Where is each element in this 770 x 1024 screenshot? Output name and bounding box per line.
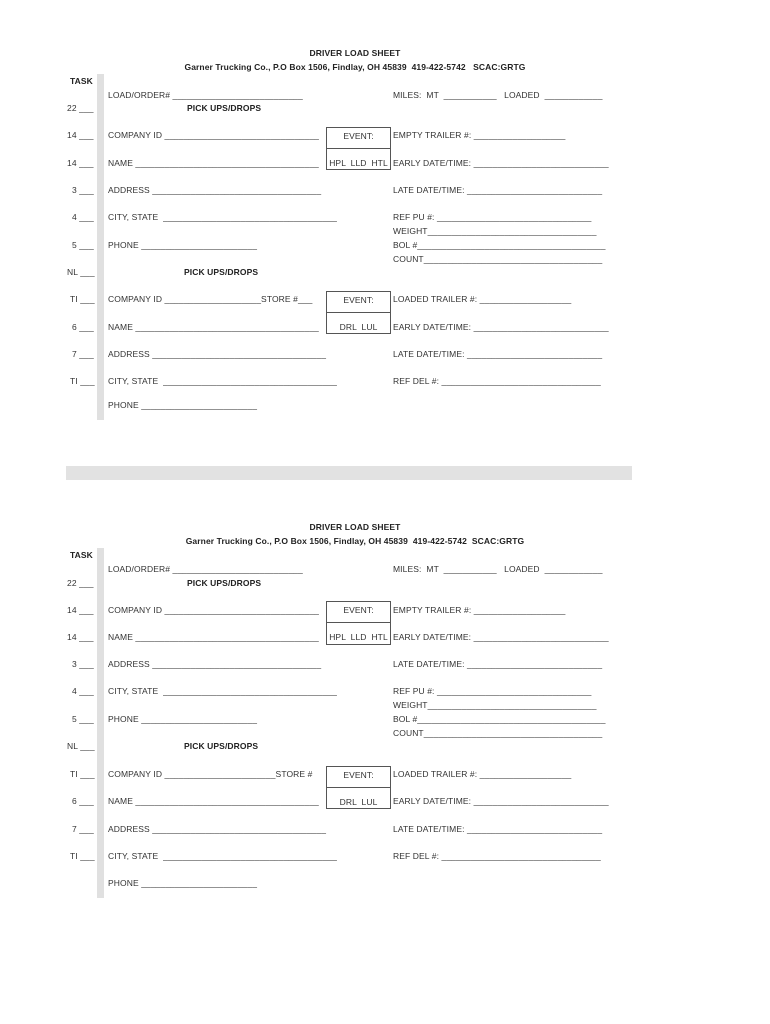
section-heading-pickups: PICK UPS/DROPS — [184, 741, 259, 751]
company-id-store-field[interactable]: COMPANY ID _______________________STORE # — [108, 769, 313, 779]
loaded-trailer-field[interactable]: LOADED TRAILER #: ___________________ — [393, 294, 572, 304]
event-codes: DRL LUL — [339, 797, 378, 807]
phone-field[interactable]: PHONE ________________________ — [108, 878, 258, 888]
count-field[interactable]: COUNT_____________________________________ — [393, 728, 603, 738]
task-header: TASK — [70, 550, 93, 560]
city-state-field[interactable]: CITY, STATE ____________________________________ — [108, 851, 337, 861]
ref-pu-field[interactable]: REF PU #: ________________________________ — [393, 212, 592, 222]
load-sheet-2 — [0, 474, 770, 914]
loaded-trailer-field[interactable]: LOADED TRAILER #: ___________________ — [393, 769, 572, 779]
city-state-field[interactable]: CITY, STATE ____________________________________ — [108, 212, 337, 222]
task-code[interactable]: 5 ___ — [72, 714, 94, 724]
ref-del-field[interactable]: REF DEL #: _________________________________ — [393, 851, 601, 861]
task-code[interactable]: 22 ___ — [67, 103, 94, 113]
task-code[interactable]: 3 ___ — [72, 185, 94, 195]
phone-field[interactable]: PHONE ________________________ — [108, 240, 258, 250]
task-column-bar — [97, 548, 104, 898]
name-field[interactable]: NAME ______________________________________ — [108, 796, 319, 806]
task-code[interactable]: NL ___ — [67, 741, 95, 751]
task-code[interactable]: NL ___ — [67, 267, 95, 277]
late-datetime-field[interactable]: LATE DATE/TIME: ____________________________ — [393, 824, 603, 834]
address-field[interactable]: ADDRESS ___________________________________ — [108, 185, 322, 195]
section-heading-pickups: PICK UPS/DROPS — [187, 578, 262, 588]
task-code[interactable]: 4 ___ — [72, 686, 94, 696]
empty-trailer-field[interactable]: EMPTY TRAILER #: ___________________ — [393, 605, 566, 615]
ref-del-field[interactable]: REF DEL #: _________________________________ — [393, 376, 601, 386]
section-heading-pickups: PICK UPS/DROPS — [187, 103, 262, 113]
event-codes: HPL LLD HTL — [329, 632, 388, 642]
name-field[interactable]: NAME ______________________________________ — [108, 322, 319, 332]
miles-field[interactable]: MILES: MT ___________ LOADED ____________ — [393, 564, 603, 574]
event-box-divider — [326, 148, 391, 149]
load-order-field[interactable]: LOAD/ORDER# ___________________________ — [108, 90, 303, 100]
task-code[interactable]: 7 ___ — [72, 824, 94, 834]
bol-field[interactable]: BOL #_______________________________________ — [393, 240, 606, 250]
task-header: TASK — [70, 76, 93, 86]
address-field[interactable]: ADDRESS ____________________________________ — [108, 824, 327, 834]
weight-field[interactable]: WEIGHT___________________________________ — [393, 226, 597, 236]
task-code[interactable]: TI ___ — [70, 294, 95, 304]
sheet-title: DRIVER LOAD SHEET — [309, 522, 401, 532]
task-code[interactable]: TI ___ — [70, 769, 95, 779]
company-id-field[interactable]: COMPANY ID ________________________________ — [108, 605, 319, 615]
load-order-field[interactable]: LOAD/ORDER# ___________________________ — [108, 564, 303, 574]
company-id-store-field[interactable]: COMPANY ID ____________________STORE #___ — [108, 294, 313, 304]
event-codes: HPL LLD HTL — [329, 158, 388, 168]
weight-field[interactable]: WEIGHT___________________________________ — [393, 700, 597, 710]
phone-field[interactable]: PHONE ________________________ — [108, 400, 258, 410]
late-datetime-field[interactable]: LATE DATE/TIME: ____________________________ — [393, 185, 603, 195]
event-box-divider — [326, 312, 391, 313]
event-label: EVENT: — [343, 770, 374, 780]
task-code[interactable]: 3 ___ — [72, 659, 94, 669]
event-label: EVENT: — [343, 295, 374, 305]
early-datetime-field[interactable]: EARLY DATE/TIME: ____________________________ — [393, 322, 609, 332]
city-state-field[interactable]: CITY, STATE ____________________________________ — [108, 376, 337, 386]
task-code[interactable]: TI ___ — [70, 376, 95, 386]
task-code[interactable]: 14 ___ — [67, 632, 94, 642]
address-field[interactable]: ADDRESS ___________________________________ — [108, 659, 322, 669]
sheet-title: DRIVER LOAD SHEET — [309, 48, 401, 58]
name-field[interactable]: NAME ______________________________________ — [108, 158, 319, 168]
event-box-divider — [326, 787, 391, 788]
late-datetime-field[interactable]: LATE DATE/TIME: ____________________________ — [393, 349, 603, 359]
phone-field[interactable]: PHONE ________________________ — [108, 714, 258, 724]
task-code[interactable]: 6 ___ — [72, 322, 94, 332]
empty-trailer-field[interactable]: EMPTY TRAILER #: ___________________ — [393, 130, 566, 140]
task-column-bar — [97, 74, 104, 420]
early-datetime-field[interactable]: EARLY DATE/TIME: ____________________________ — [393, 796, 609, 806]
event-box[interactable] — [326, 601, 391, 645]
event-codes: DRL LUL — [339, 322, 378, 332]
load-sheet-1 — [0, 0, 770, 440]
task-code[interactable]: 4 ___ — [72, 212, 94, 222]
event-label: EVENT: — [343, 131, 374, 141]
company-line: Garner Trucking Co., P.O Box 1506, Findlay, OH 45839 419-422-5742 SCAC:GRTG — [185, 536, 525, 546]
task-code[interactable]: 6 ___ — [72, 796, 94, 806]
company-id-field[interactable]: COMPANY ID ________________________________ — [108, 130, 319, 140]
task-code[interactable]: TI ___ — [70, 851, 95, 861]
task-code[interactable]: 5 ___ — [72, 240, 94, 250]
early-datetime-field[interactable]: EARLY DATE/TIME: ____________________________ — [393, 632, 609, 642]
task-code[interactable]: 14 ___ — [67, 605, 94, 615]
ref-pu-field[interactable]: REF PU #: ________________________________ — [393, 686, 592, 696]
task-code[interactable]: 7 ___ — [72, 349, 94, 359]
late-datetime-field[interactable]: LATE DATE/TIME: ____________________________ — [393, 659, 603, 669]
section-heading-pickups: PICK UPS/DROPS — [184, 267, 259, 277]
miles-field[interactable]: MILES: MT ___________ LOADED ____________ — [393, 90, 603, 100]
count-field[interactable]: COUNT_____________________________________ — [393, 254, 603, 264]
task-code[interactable]: 14 ___ — [67, 130, 94, 140]
name-field[interactable]: NAME ______________________________________ — [108, 632, 319, 642]
bol-field[interactable]: BOL #_______________________________________ — [393, 714, 606, 724]
city-state-field[interactable]: CITY, STATE ____________________________________ — [108, 686, 337, 696]
early-datetime-field[interactable]: EARLY DATE/TIME: ____________________________ — [393, 158, 609, 168]
task-code[interactable]: 14 ___ — [67, 158, 94, 168]
address-field[interactable]: ADDRESS ____________________________________ — [108, 349, 327, 359]
company-line: Garner Trucking Co., P.O Box 1506, Findlay, OH 45839 419-422-5742 SCAC:GRTG — [184, 62, 526, 72]
event-box-divider — [326, 622, 391, 623]
task-code[interactable]: 22 ___ — [67, 578, 94, 588]
event-label: EVENT: — [343, 605, 374, 615]
